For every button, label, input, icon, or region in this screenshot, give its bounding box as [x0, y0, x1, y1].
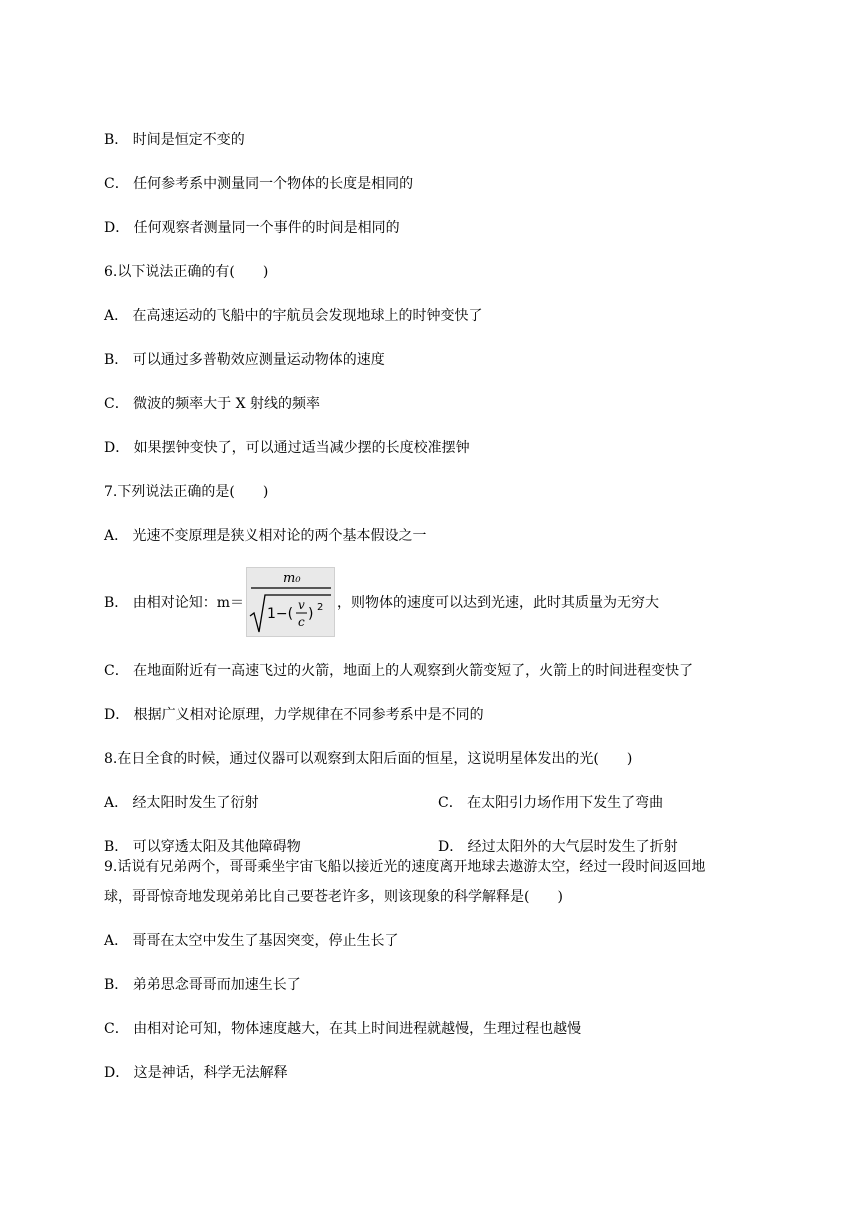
q6-stem: 6.以下说法正确的有( ) — [104, 264, 269, 280]
q5-option-c: C． 任何参考系中测量同一个物体的长度是相同的 — [104, 176, 414, 192]
q9-option-d: D． 这是神话，科学无法解释 — [104, 1065, 288, 1081]
q7-option-d: D． 根据广义相对论原理，力学规律在不同参考系中是不同的 — [104, 707, 484, 723]
q5-option-d: D． 任何观察者测量同一个事件的时间是相同的 — [104, 220, 400, 236]
q9-option-a: A． 哥哥在太空中发生了基因突变，停止生长了 — [104, 933, 399, 949]
q9-stem-line2: 球，哥哥惊奇地发现弟弟比自己要苍老许多，则该现象的科学解释是( ) — [104, 889, 563, 905]
q5-option-b: B． 时间是恒定不变的 — [104, 132, 245, 148]
formula-c: c — [298, 615, 305, 629]
q7-option-b — [104, 566, 659, 638]
q9-option-c: C． 由相对论可知，物体速度越大，在其上时间进程就越慢，生理过程也越慢 — [104, 1021, 582, 1037]
relativistic-mass-formula — [246, 567, 335, 637]
q8-option-d: D． 经过太阳外的大气层时发生了折射 — [438, 839, 678, 855]
q7-option-b-prefix: B． 由相对论知：m＝ — [104, 595, 245, 611]
q6-option-d: D． 如果摆钟变快了，可以通过适当减少摆的长度校准摆钟 — [104, 440, 470, 456]
q9-option-b: B． 弟弟思念哥哥而加速生长了 — [104, 977, 301, 993]
q6-option-a: A． 在高速运动的飞船中的宇航员会发现地球上的时钟变快了 — [104, 308, 483, 324]
q8-option-a: A． 经太阳时发生了衍射 — [104, 795, 259, 811]
formula-numerator: m₀ — [283, 571, 301, 586]
q7-option-a: A． 光速不变原理是狭义相对论的两个基本假设之一 — [104, 528, 427, 544]
formula-v: v — [298, 598, 305, 612]
formula-exponent: 2 — [317, 602, 324, 613]
q8-option-b: B． 可以穿透太阳及其他障碍物 — [104, 839, 301, 855]
q6-option-b: B． 可以通过多普勒效应测量运动物体的速度 — [104, 352, 385, 368]
formula-one-minus: 1−( — [267, 606, 294, 622]
q7-option-b-suffix: ，则物体的速度可以达到光速，此时其质量为无穷大 — [337, 595, 660, 611]
q8-option-c: C． 在太阳引力场作用下发生了弯曲 — [438, 795, 664, 811]
q6-option-c: C． 微波的频率大于 X 射线的频率 — [104, 396, 321, 412]
q7-stem: 7.下列说法正确的是( ) — [104, 484, 269, 500]
formula-close-paren: ) — [308, 606, 314, 622]
q8-stem: 8.在日全食的时候，通过仪器可以观察到太阳后面的恒星，这说明星体发出的光( ) — [104, 751, 633, 767]
q7-option-c: C． 在地面附近有一高速飞过的火箭，地面上的人观察到火箭变短了，火箭上的时间进程变快了 — [104, 663, 694, 679]
q9-stem-line1: 9.话说有兄弟两个，哥哥乘坐宇宙飞船以接近光的速度离开地球去遨游太空，经过一段时间返回地 — [104, 859, 706, 875]
